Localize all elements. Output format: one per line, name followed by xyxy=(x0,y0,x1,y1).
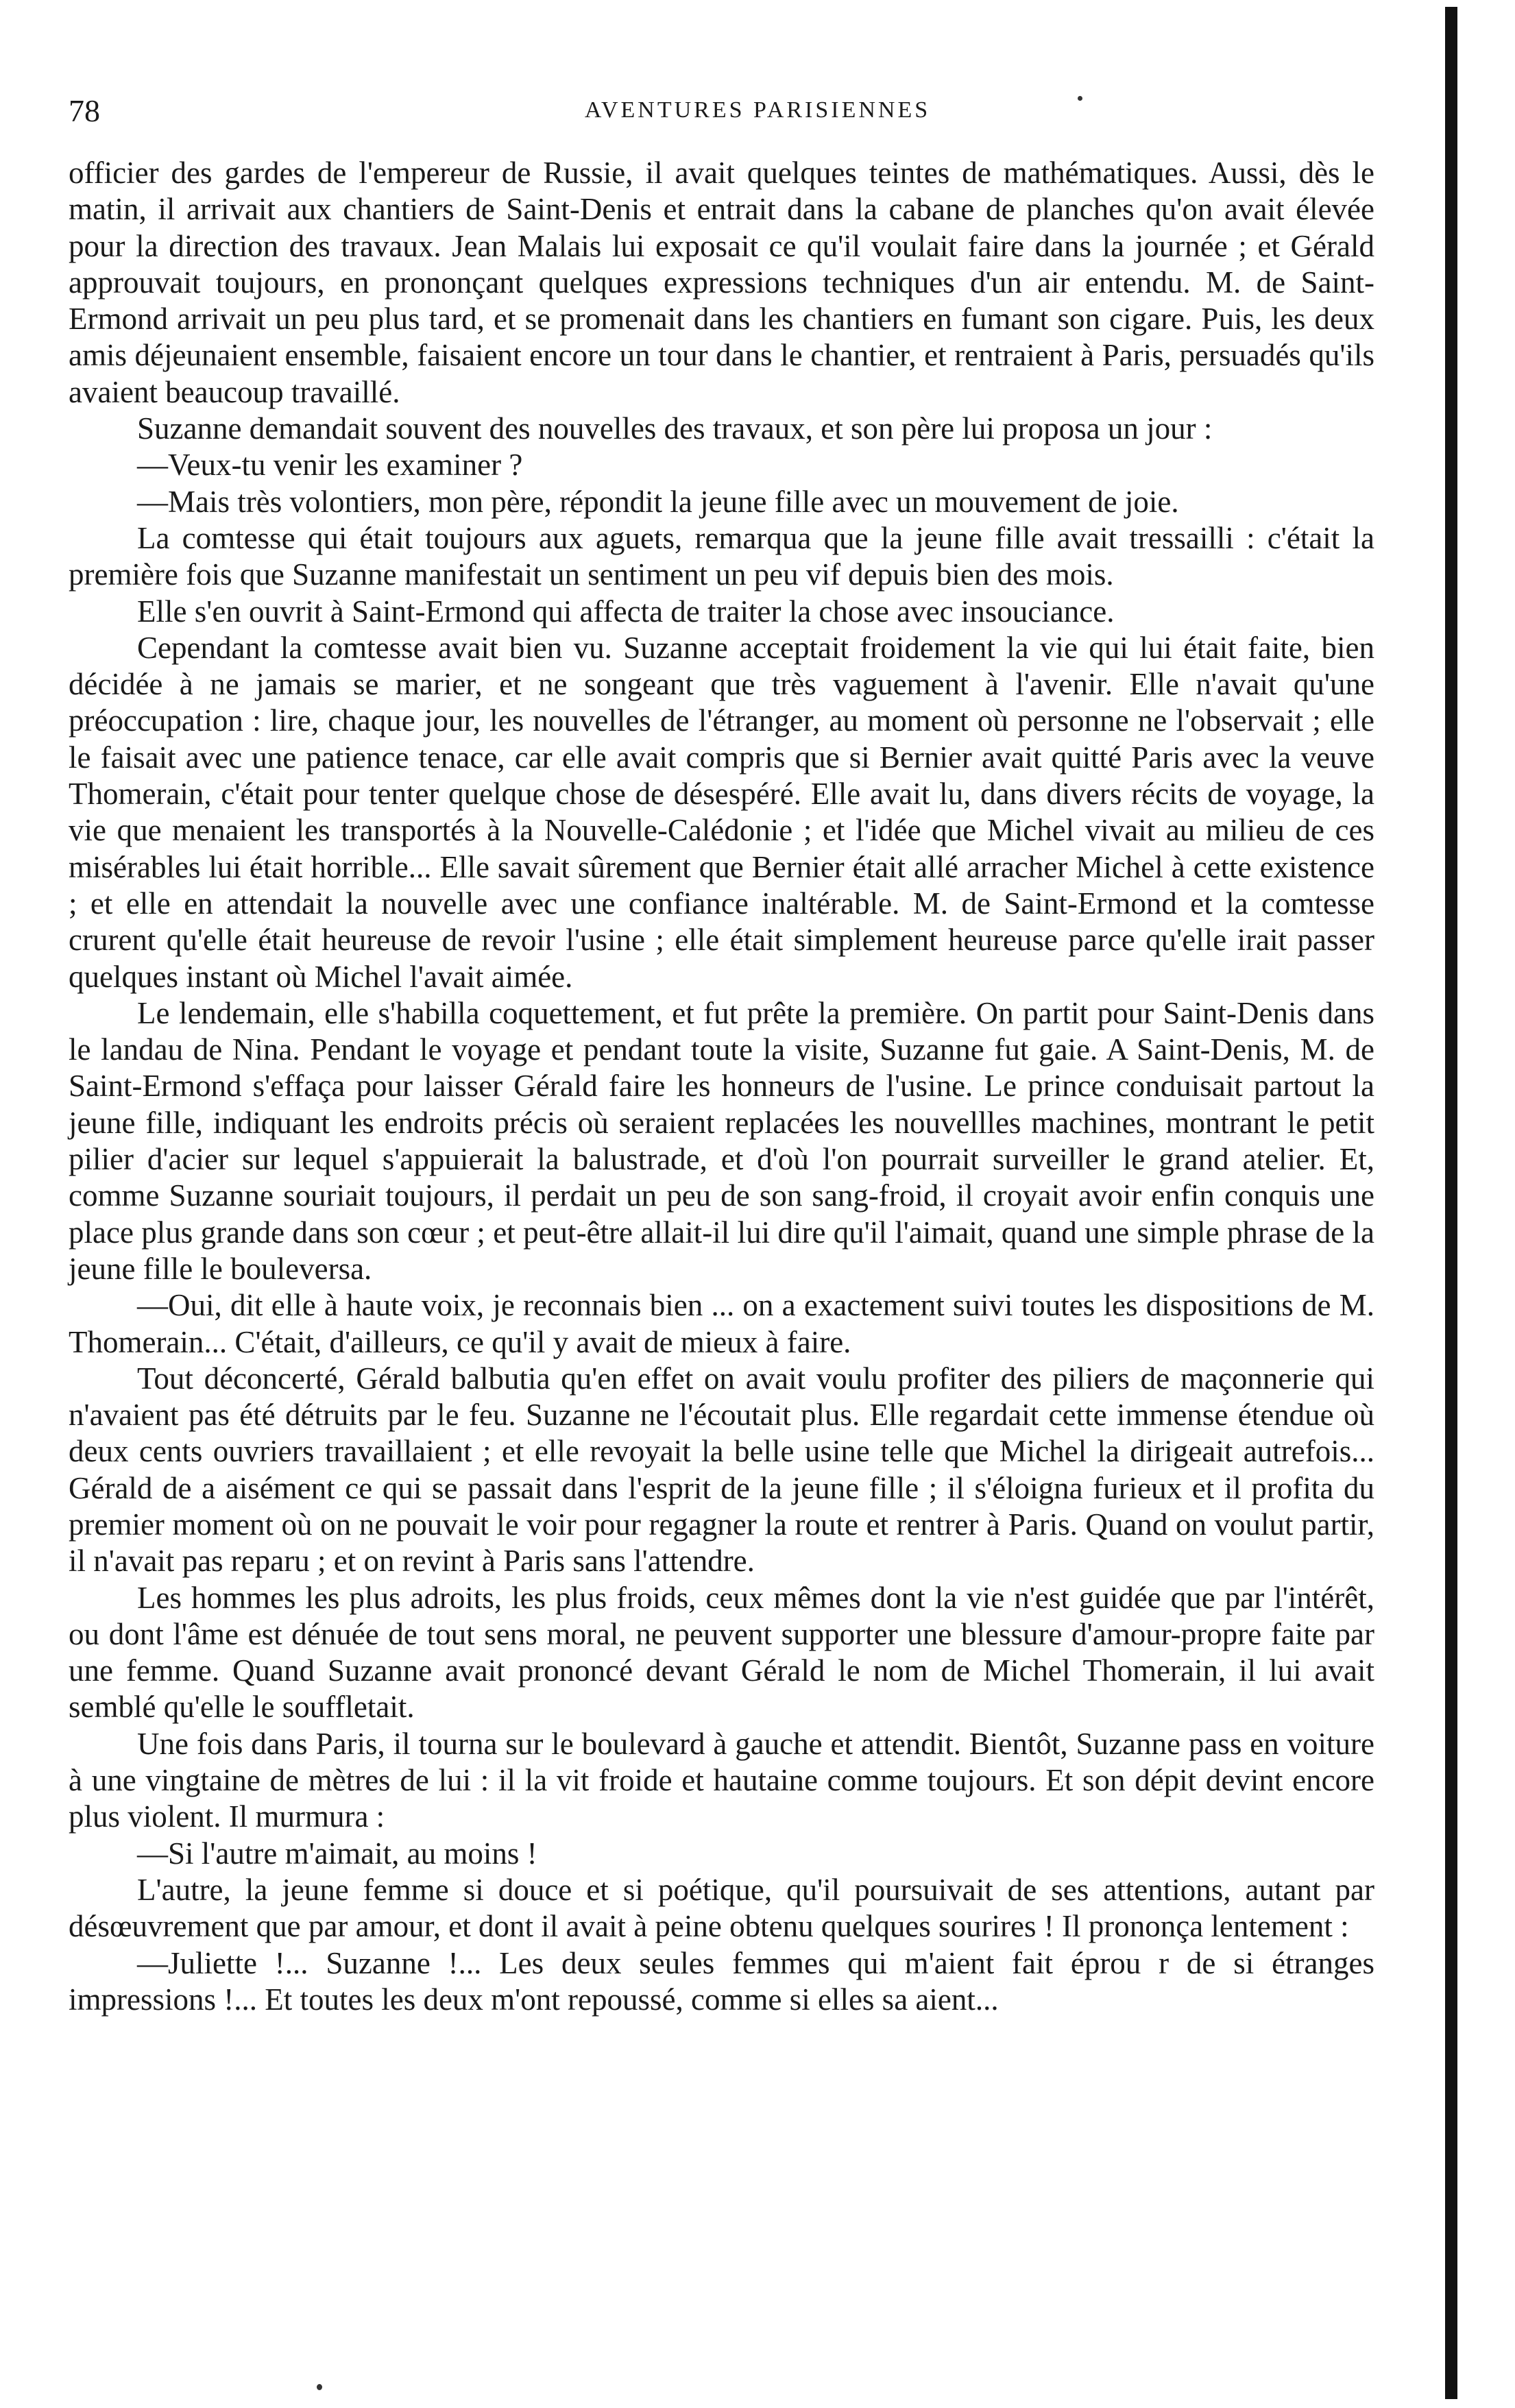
paragraph: Tout déconcerté, Gérald balbutia qu'en effet on avait voulu profiter des piliers de maçonnerie qui n'avaient pas été détruits par le feu. Suzanne ne l'écoutait plus. Elle regardait cette immense étendue où deux cents ouvriers travaillaient ; et elle revoyait la belle usine telle que Michel la dirigeait autrefois... Gérald de a aisément ce qui se passait dans l'esprit de la jeune fille ; il s'éloigna furieux et il profita du premier moment où on ne pouvait le voir pour regagner la route et rentrer à Paris. Quand on voulut partir, il n'avait pas reparu ; et on revint à Paris sans l'attendre. xyxy=(69,1361,1374,1579)
dialogue-line: —Juliette !... Suzanne !... Les deux seules femmes qui m'aient fait éprou r de si étranges impressions !... Et toutes les deux m'ont repoussé, comme si elles sa aient... xyxy=(69,1945,1374,2017)
paragraph: La comtesse qui était toujours aux aguets, remarqua que la jeune fille avait tressailli : c'était la première fois que Suzanne manifestait un sentiment un peu vif depuis bien des mois. xyxy=(69,520,1374,592)
running-title: AVENTURES PARISIENNES xyxy=(584,97,931,123)
dialogue-line: —Oui, dit elle à haute voix, je reconnais bien ... on a exactement suivi toutes les dispositions de M. Thomerain... C'était, d'ailleurs, ce qu'il y avait de mieux à faire. xyxy=(69,1288,1374,1359)
paragraph: L'autre, la jeune femme si douce et si poétique, qu'il poursuivait de ses attentions, autant par désœuvrement que par amour, et dont il avait à peine obtenu quelques sourires ! Il prononça lentement : xyxy=(69,1872,1374,1944)
paragraph: Une fois dans Paris, il tourna sur le boulevard à gauche et attendit. Bientôt, Suzanne pass en voiture à une vingtaine de mètres de lui : il la vit froide et hautaine comme toujours. Et son dépit devint encore plus violent. Il murmura : xyxy=(69,1726,1374,1834)
paragraph: Le lendemain, elle s'habilla coquettement, et fut prête la première. On partit pour Saint-Denis dans le landau de Nina. Pendant le voyage et pendant toute la visite, Suzanne fut gaie. A Saint-Denis, M. de Saint-Ermond s'effaça pour laisser Gérald faire les honneurs de l'usine. Le prince conduisait partout la jeune fille, indiquant les endroits précis où seraient replacées les nouvellles machines, montrant le petit pilier d'acier sur lequel s'appuierait la balustrade, et d'où l'on pourrait surveiller le grand atelier. Et, comme Suzanne souriait toujours, il perdait un peu de son sang-froid, il croyait avoir enfin conquis une place plus grande dans son cœur ; et peut-être allait-il lui dire qu'il l'aimait, quand une simple phrase de la jeune fille le bouleversa. xyxy=(69,995,1374,1286)
paragraph: Elle s'en ouvrit à Saint-Ermond qui affecta de traiter la chose avec insouciance. xyxy=(137,594,1115,629)
page-number: 78 xyxy=(69,93,100,128)
paragraph: officier des gardes de l'empereur de Russie, il avait quelques teintes de mathématiques. Aussi, dès le matin, il arrivait aux chantiers de Saint-Denis et entrait dans la cabane de planches qu'on avait élevée pour la direction des travaux. Jean Malais lui exposait ce qu'il voulait faire dans la journée ; et Gérald approuvait toujours, en prononçant quelques expressions techniques d'un air entendu. M. de Saint-Ermond arrivait un peu plus tard, et se promenait dans les chantiers en fumant son cigare. Puis, les deux amis déjeunaient ensemble, faisaient encore un tour dans le chantier, et rentraient à Paris, persuadés qu'ils avaient beaucoup travaillé. xyxy=(69,156,1374,409)
paragraph: Cependant la comtesse avait bien vu. Suzanne acceptait froidement la vie qui lui était faite, bien décidée à ne jamais se marier, et ne songeant que très vaguement à l'avenir. Elle n'avait qu'une préoccupation : lire, chaque jour, les nouvelles de l'étranger, au moment où personne ne l'observait ; elle le faisait avec une patience tenace, car elle avait compris que si Bernier avait quitté Paris avec la veuve Thomerain, c'était pour tenter quelque chose de désespéré. Elle avait lu, dans divers récits de voyage, la vie que menaient les transportés à la Nouvelle-Calédonie ; et l'idée que Michel vivait au milieu de ces misérables lui était horrible... Elle savait sûrement que Bernier était allé arracher Michel à cette existence ; et elle en attendait la nouvelle avec une confiance inaltérable. M. de Saint-Ermond et la comtesse crurent qu'elle était heureuse de revoir l'usine ; elle était simplement heureuse parce qu'elle irait passer quelques instant où Michel l'avait aimée. xyxy=(69,630,1374,994)
body-text xyxy=(69,155,1374,2018)
dialogue-line: —Mais très volontiers, mon père, répondit la jeune fille avec un mouvement de joie. xyxy=(137,484,1179,519)
scan-edge-bar xyxy=(1445,7,1457,2399)
scan-speck xyxy=(1078,96,1082,101)
scan-speck xyxy=(317,2384,322,2390)
dialogue-line: —Si l'autre m'aimait, au moins ! xyxy=(137,1836,537,1871)
dialogue-line: —Veux-tu venir les examiner ? xyxy=(137,448,523,483)
paragraph: Suzanne demandait souvent des nouvelles des travaux, et son père lui proposa un jour : xyxy=(137,411,1213,446)
paragraph: Les hommes les plus adroits, les plus froids, ceux mêmes dont la vie n'est guidée que par l'intérêt, ou dont l'âme est dénuée de tout sens moral, ne peuvent supporter une blessure d'amour-propre faite par une femme. Quand Suzanne avait prononcé devant Gérald le nom de Michel Thomerain, il lui avait semblé qu'elle le souffletait. xyxy=(69,1580,1374,1725)
